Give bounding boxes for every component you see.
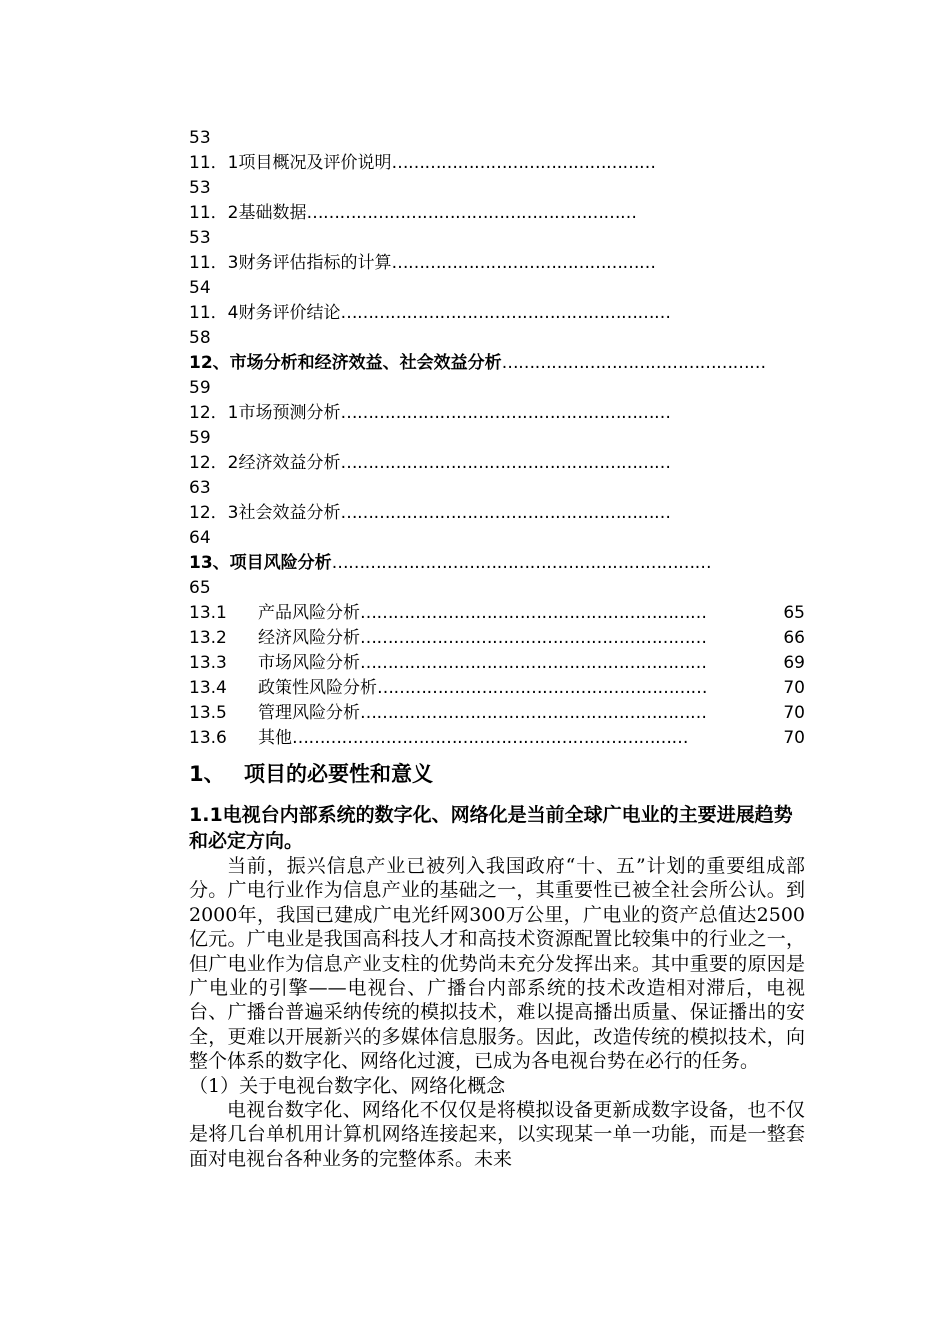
toc-entry[interactable]	[189, 701, 805, 726]
toc-entry-title: 项目风险分析	[229, 553, 332, 573]
toc-entry[interactable]	[189, 401, 805, 426]
section-heading	[189, 754, 805, 794]
toc-leader-dots: ……………………………………………………	[340, 303, 671, 323]
toc-entry-page: 65	[783, 603, 805, 623]
toc-entry-title: 财务评估指标的计算	[238, 253, 392, 273]
toc-entry-number: 13.3	[189, 653, 227, 673]
toc-leader-dots: ………………………………………………………	[360, 653, 707, 673]
toc-entry-label	[189, 201, 306, 226]
toc-entry-number: 13.2	[189, 628, 227, 648]
toc-entry-label	[189, 451, 340, 476]
toc-entry-number: 12．1	[189, 403, 239, 423]
toc-leader-dots: ……………………………………………………	[340, 453, 671, 473]
toc-entry-label	[189, 726, 292, 751]
body-paragraph: 电视台数字化、网络化不仅仅是将模拟设备更新成数字设备，也不仅是将几台单机用计算机网络连接起来，以实现某一单一功能，而是一整套面对电视台各种业务的完整体系。未来	[189, 1099, 805, 1170]
toc-leader-dots: ……………………………………………………………	[331, 553, 712, 573]
subsection-heading: 1.1电视台内部系统的数字化、网络化是当前全球广电业的主要进展趋势和必定方向。	[189, 804, 793, 852]
toc-entry[interactable]	[189, 626, 805, 651]
toc-entry-page: 70	[783, 703, 805, 723]
document-body	[189, 754, 805, 1171]
toc-entry[interactable]	[189, 676, 805, 701]
toc-leader-dots: ……………………………………………………	[377, 678, 707, 698]
toc-page-number: 59	[189, 428, 211, 448]
toc-entry-label	[189, 701, 360, 726]
toc-entry[interactable]	[189, 301, 805, 326]
toc-entry-label	[189, 151, 391, 176]
toc-entry-page: 66	[783, 628, 805, 648]
toc-leader-dots: ………………………………………………………………	[292, 728, 688, 748]
toc-entry[interactable]	[189, 351, 805, 376]
toc-entry-title: 财务评价结论	[238, 303, 341, 323]
toc-page-number: 63	[189, 478, 211, 498]
toc-entry-title: 项目概况及评价说明	[238, 153, 392, 173]
toc-entry[interactable]	[189, 651, 805, 676]
toc-entry-label	[189, 551, 332, 576]
toc-entry-label	[189, 501, 340, 526]
toc-entry-number: 11．1	[189, 153, 239, 173]
toc-entry-title: 其他	[258, 728, 292, 748]
toc-entry-page: 70	[783, 728, 805, 748]
toc-entry-number: 11．4	[189, 303, 239, 323]
toc-entry[interactable]	[189, 451, 805, 476]
toc-entry-number: 13.1	[189, 603, 227, 623]
toc-leader-dots: …………………………………………	[391, 253, 656, 273]
toc-entry-number: 11．3	[189, 253, 239, 273]
toc-entry-label	[189, 626, 360, 651]
toc-entry-title: 经济风险分析	[258, 628, 360, 648]
list-item-heading: （1）关于电视台数字化、网络化概念	[189, 1074, 506, 1097]
toc-entry[interactable]	[189, 601, 805, 626]
toc-page-number: 59	[189, 378, 211, 398]
toc-leader-dots: ………………………………………………………	[360, 628, 707, 648]
toc-entry-page: 69	[783, 653, 805, 673]
section-number: 1、	[189, 762, 225, 786]
toc-entry[interactable]	[189, 251, 805, 276]
toc-entry-label	[189, 251, 391, 276]
table-of-contents	[189, 126, 805, 751]
toc-leader-dots: …………………………………………	[501, 353, 766, 373]
toc-entry-title: 市场风险分析	[258, 653, 360, 673]
toc-entry-label	[189, 301, 340, 326]
toc-entry-number: 13.5	[189, 703, 227, 723]
toc-entry-label	[189, 601, 360, 626]
toc-entry-title: 社会效益分析	[238, 503, 341, 523]
toc-page-number: 53	[189, 128, 211, 148]
body-paragraph: 当前，振兴信息产业已被列入我国政府“十、五”计划的重要组成部分。广电行业作为信息产业的基础之一，其重要性已被全社会所公认。到2000年，我国已建成广电光纤网300万公里，广电业的资产总值达2500亿元。广电业是我国高科技人才和高技术资源配置比较集中的行业之一，但广电业作为信息产业支柱的优势尚未充分发挥出来。其中重要的原因是广电业的引擎——电视台、广播台内部系统的技术改造相对滞后，电视台、广播台普遍采纳传统的模拟技术，难以提高播出质量、保证播出的安全，更难以开展新兴的多媒体信息服务。因此，改造传统的模拟技术，向整个体系的数字化、网络化过渡，已成为各电视台势在必行的任务。	[189, 855, 805, 1073]
section-title: 项目的必要性和意义	[244, 762, 433, 786]
toc-page-number: 53	[189, 228, 211, 248]
toc-entry-label	[189, 676, 377, 701]
toc-entry-label	[189, 351, 502, 376]
toc-page-number: 65	[189, 578, 211, 598]
toc-entry-title: 管理风险分析	[258, 703, 360, 723]
toc-entry-label	[189, 651, 360, 676]
toc-entry[interactable]	[189, 551, 805, 576]
toc-entry-number: 12．3	[189, 503, 239, 523]
toc-entry-number: 13.4	[189, 678, 227, 698]
toc-entry-title: 市场预测分析	[238, 403, 341, 423]
toc-entry-number: 12．2	[189, 453, 239, 473]
toc-leader-dots: ……………………………………………………	[340, 503, 671, 523]
toc-leader-dots: ……………………………………………………	[340, 403, 671, 423]
toc-leader-dots: ………………………………………………………	[360, 703, 707, 723]
toc-entry-number: 13、	[189, 553, 230, 573]
toc-entry-page: 70	[783, 678, 805, 698]
toc-entry-title: 政策性风险分析	[258, 678, 377, 698]
toc-entry-title: 基础数据	[238, 203, 307, 223]
toc-page-number: 53	[189, 178, 211, 198]
toc-entry-title: 市场分析和经济效益、社会效益分析	[229, 353, 502, 373]
toc-entry-number: 12、	[189, 353, 230, 373]
toc-leader-dots: ……………………………………………………	[306, 203, 637, 223]
toc-leader-dots: ………………………………………………………	[360, 603, 707, 623]
toc-entry-title: 产品风险分析	[258, 603, 360, 623]
toc-entry-title: 经济效益分析	[238, 453, 341, 473]
toc-entry-number: 11．2	[189, 203, 239, 223]
toc-entry[interactable]	[189, 201, 805, 226]
toc-entry-label	[189, 401, 340, 426]
toc-leader-dots: …………………………………………	[391, 153, 656, 173]
toc-page-number: 58	[189, 328, 211, 348]
toc-page-number: 64	[189, 528, 211, 548]
toc-page-number: 54	[189, 278, 211, 298]
toc-entry[interactable]	[189, 151, 805, 176]
toc-entry[interactable]	[189, 726, 805, 751]
toc-entry[interactable]	[189, 501, 805, 526]
toc-entry-number: 13.6	[189, 728, 227, 748]
